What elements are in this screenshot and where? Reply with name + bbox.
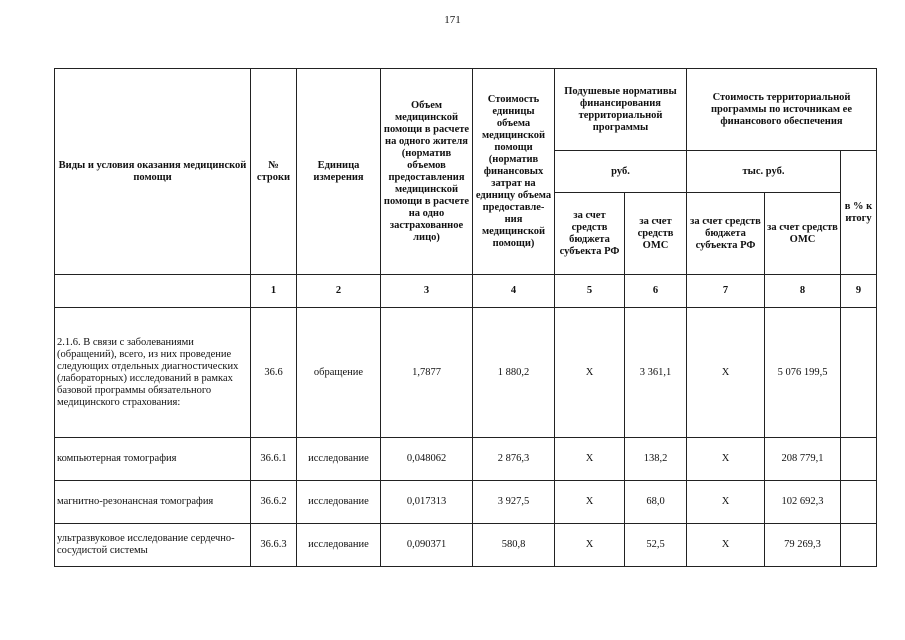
column-number: 8 <box>765 275 841 308</box>
header-budget-rub: за счет средств бюджета субъекта РФ <box>555 193 625 275</box>
header-kinds-and-conditions: Виды и условия оказания медицинской помощи <box>55 69 251 275</box>
row-oms-rub: 138,2 <box>625 438 687 481</box>
row-code: 36.6.2 <box>251 481 297 524</box>
row-cost: 1 880,2 <box>473 308 555 438</box>
column-number <box>55 275 251 308</box>
page-number: 171 <box>444 14 461 26</box>
row-oms-thousand: 102 692,3 <box>765 481 841 524</box>
row-budget-rub: X <box>555 438 625 481</box>
row-volume: 0,090371 <box>381 524 473 567</box>
row-volume: 1,7877 <box>381 308 473 438</box>
row-budget-thousand: X <box>687 524 765 567</box>
row-oms-rub: 68,0 <box>625 481 687 524</box>
header-unit-cost: Стоимость единицы объема медицинской помощи (норматив финансовых затрат на единицу объема предоставле-ния медицинской помощи) <box>473 69 555 275</box>
row-percent <box>841 481 877 524</box>
column-number: 9 <box>841 275 877 308</box>
header-oms-rub: за счет средств ОМС <box>625 193 687 275</box>
financing-table <box>54 68 877 567</box>
header-budget-thousand: за счет средств бюджета субъекта РФ <box>687 193 765 275</box>
row-budget-thousand: X <box>687 481 765 524</box>
header-unit: Единица измерения <box>297 69 381 275</box>
row-oms-rub: 3 361,1 <box>625 308 687 438</box>
row-percent <box>841 524 877 567</box>
row-oms-thousand: 5 076 199,5 <box>765 308 841 438</box>
row-name: магнитно-резонансная томография <box>55 481 251 524</box>
row-budget-rub: X <box>555 481 625 524</box>
row-budget-rub: X <box>555 524 625 567</box>
table-row <box>55 524 877 567</box>
row-name: компьютерная томография <box>55 438 251 481</box>
table-row <box>55 438 877 481</box>
header-thousand-rub: тыс. руб. <box>687 151 841 193</box>
row-code: 36.6 <box>251 308 297 438</box>
row-budget-rub: X <box>555 308 625 438</box>
header-percent: в % к итогу <box>841 151 877 275</box>
header-program-cost-group: Стоимость территориальной программы по источникам ее финансового обеспечения <box>687 69 877 151</box>
header-row-number: № строки <box>251 69 297 275</box>
column-number: 2 <box>297 275 381 308</box>
row-code: 36.6.3 <box>251 524 297 567</box>
header-volume: Объем медицинской помощи в расчете на одного жителя (норматив объемов предоставления медицинской помощи в расчете на одно застрахованное лицо) <box>381 69 473 275</box>
row-oms-rub: 52,5 <box>625 524 687 567</box>
row-unit: обращение <box>297 308 381 438</box>
column-number: 3 <box>381 275 473 308</box>
column-number: 5 <box>555 275 625 308</box>
row-cost: 580,8 <box>473 524 555 567</box>
header-rub: руб. <box>555 151 687 193</box>
column-number: 4 <box>473 275 555 308</box>
row-cost: 3 927,5 <box>473 481 555 524</box>
row-percent <box>841 438 877 481</box>
row-volume: 0,048062 <box>381 438 473 481</box>
row-name: 2.1.6. В связи с заболеваниями (обращений), всего, из них проведение следующих отдельных диагностических (лабораторных) исследований в рамках базовой программы обязательного медицинского страхования: <box>55 308 251 438</box>
table-row <box>55 481 877 524</box>
row-cost: 2 876,3 <box>473 438 555 481</box>
row-unit: исследование <box>297 438 381 481</box>
row-unit: исследование <box>297 481 381 524</box>
row-name: ультразвуковое исследование сердечно-сосудистой системы <box>55 524 251 567</box>
header-oms-thousand: за счет средств ОМС <box>765 193 841 275</box>
row-volume: 0,017313 <box>381 481 473 524</box>
row-percent <box>841 308 877 438</box>
column-number: 7 <box>687 275 765 308</box>
table-row <box>55 308 877 438</box>
row-oms-thousand: 79 269,3 <box>765 524 841 567</box>
row-budget-thousand: X <box>687 438 765 481</box>
row-code: 36.6.1 <box>251 438 297 481</box>
row-unit: исследование <box>297 524 381 567</box>
row-oms-thousand: 208 779,1 <box>765 438 841 481</box>
row-budget-thousand: X <box>687 308 765 438</box>
header-per-capita-group: Подушевые нормативы финансирования территориальной программы <box>555 69 687 151</box>
column-number: 6 <box>625 275 687 308</box>
column-number: 1 <box>251 275 297 308</box>
